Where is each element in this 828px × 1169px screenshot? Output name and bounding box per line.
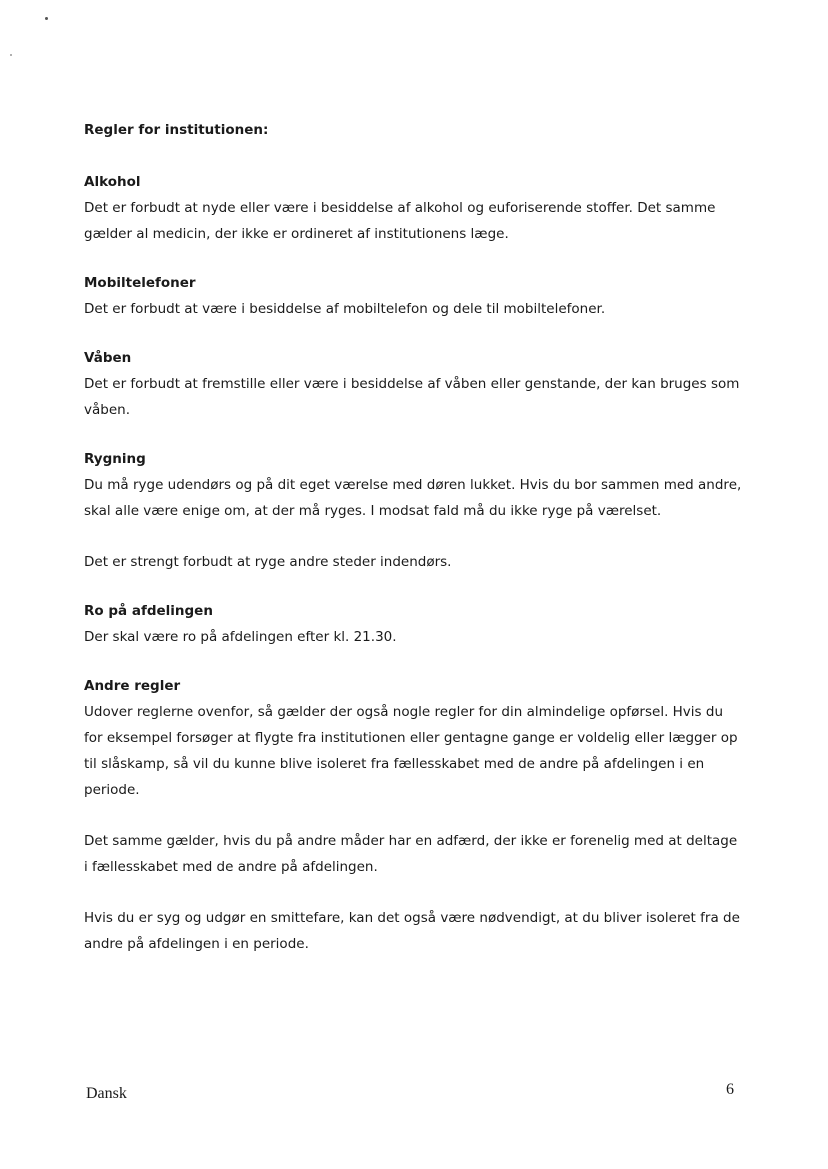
section-mobiltelefoner (84, 272, 744, 322)
section-heading: Mobiltelefoner (84, 275, 196, 291)
section-andre-regler (84, 675, 744, 957)
section-paragraph: Det er forbudt at være i besiddelse af mobiltelefon og dele til mobiltelefoner. (84, 301, 606, 317)
footer-language: Dansk (86, 1085, 127, 1102)
section-heading: Våben (84, 350, 132, 366)
scan-speck (10, 54, 12, 56)
section-heading: Andre regler (84, 678, 181, 694)
section-heading: Rygning (84, 451, 146, 467)
section-paragraph: Det er forbudt at fremstille eller være i besiddelse af våben eller genstande, der kan bruges som våben. (84, 376, 740, 418)
section-vaaben (84, 347, 744, 423)
section-heading: Ro på afdelingen (84, 603, 213, 619)
section-ro-paa-afdelingen (84, 600, 744, 650)
section-paragraph: Det samme gælder, hvis du på andre måder har en adfærd, der ikke er forenelig med at deltage i fællesskabet med de andre på afdelingen. (84, 833, 738, 875)
page-number: 6 (726, 1081, 734, 1098)
section-paragraph: Hvis du er syg og udgør en smittefare, kan det også være nødvendigt, at du bliver isoleret fra de andre på afdelingen i en periode. (84, 910, 740, 952)
section-paragraph: Det er forbudt at nyde eller være i besiddelse af alkohol og euforiserende stoffer. Det samme gælder al medicin, der ikke er ordineret af institutionens læge. (84, 200, 716, 242)
page-title: Regler for institutionen: (84, 122, 269, 138)
section-alkohol (84, 171, 744, 247)
section-paragraph: Udover reglerne ovenfor, så gælder der også nogle regler for din almindelige opførsel. Hvis du for eksempel forsøger at flygte fra institutionen eller gentagne gange er voldelig eller lægger op til slåskamp, så vil du kunne blive isoleret fra fællesskabet med de andre på afdelingen i en periode. (84, 704, 738, 798)
section-paragraph: Du må ryge udendørs og på dit eget værelse med døren lukket. Hvis du bor sammen med andre, skal alle være enige om, at der må ryges. I modsat fald må du ikke ryge på værelset. (84, 477, 742, 519)
section-heading: Alkohol (84, 174, 141, 190)
scan-speck (45, 17, 48, 20)
section-paragraph: Der skal være ro på afdelingen efter kl. 21.30. (84, 629, 397, 645)
section-rygning (84, 448, 744, 575)
section-paragraph: Det er strengt forbudt at ryge andre steder indendørs. (84, 554, 452, 570)
document-body (84, 119, 744, 982)
